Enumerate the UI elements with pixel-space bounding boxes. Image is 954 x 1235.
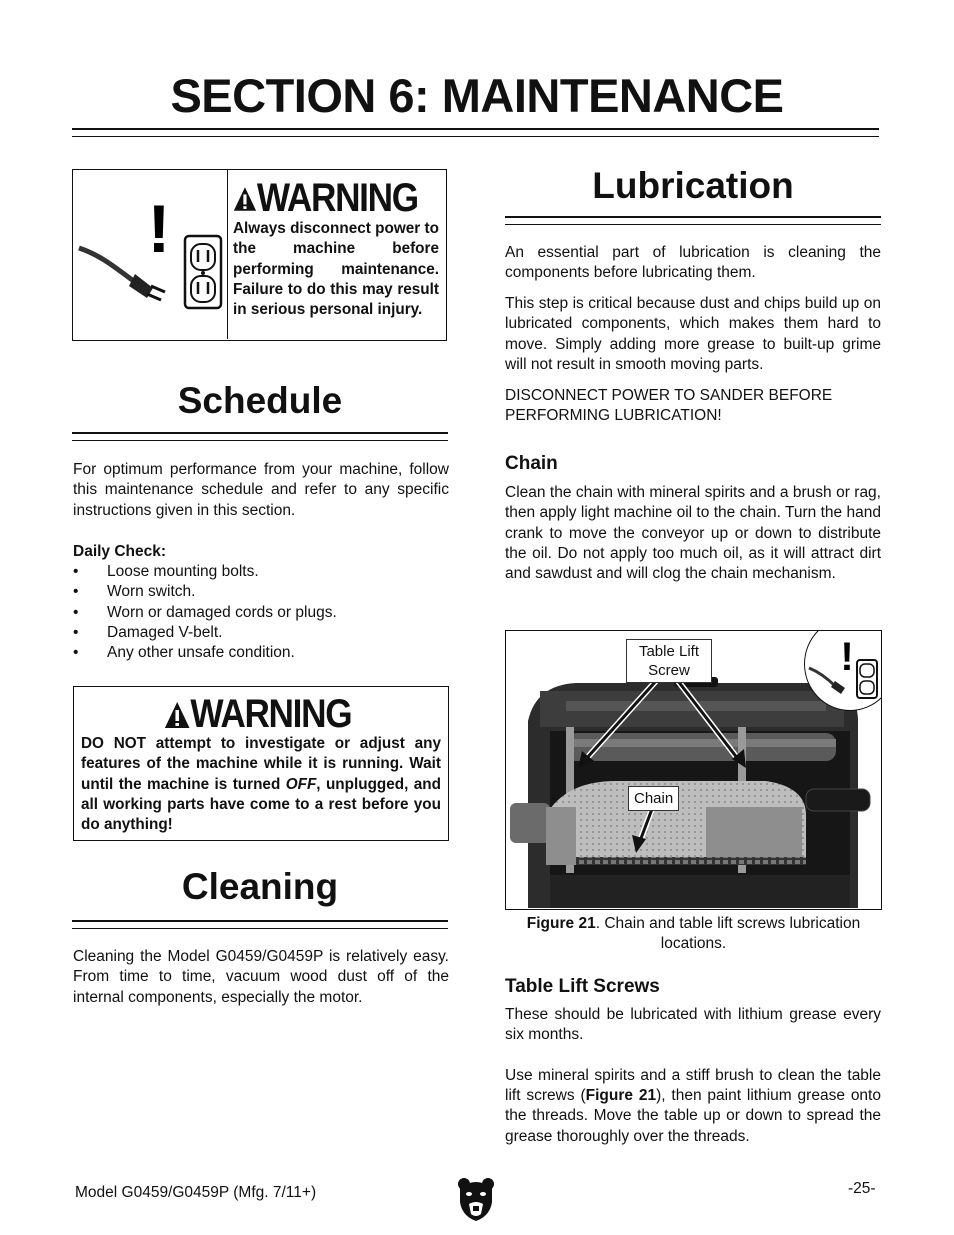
list-item: • Any other unsafe condition. bbox=[73, 643, 449, 663]
warning-text: DO NOT attempt to investigate or adjust any features of the machine while it is running. Wait until the machine is turned OFF, unplugged, and all working parts have come to a rest before you do anything! bbox=[81, 735, 441, 834]
plug-outlet-icon bbox=[73, 170, 227, 339]
footer-page-number: -25- bbox=[848, 1180, 876, 1197]
lubrication-p1: An essential part of lubrication is cleaning the components before lubricating them. bbox=[505, 244, 881, 282]
lubrication-heading: Lubrication bbox=[592, 165, 794, 206]
lubrication-p2: This step is critical because dust and chips build up on lubricated components, which makes them hard to move. Simply adding more grease to built-up grime will not result in smooth moving parts. bbox=[505, 295, 881, 373]
warning-box-running bbox=[73, 686, 449, 841]
table-lift-heading: Table Lift Screws bbox=[505, 976, 660, 997]
plug-outlet-icon bbox=[805, 630, 882, 710]
chain-heading: Chain bbox=[505, 453, 558, 474]
figure-caption: Figure 21. Chain and table lift screws lubrication locations. bbox=[526, 915, 861, 953]
warning-content bbox=[233, 176, 443, 320]
page-title: SECTION 6: MAINTENANCE bbox=[170, 69, 784, 122]
list-item: • Loose mounting bolts. bbox=[73, 562, 449, 582]
bear-logo bbox=[456, 1176, 496, 1222]
warning-triangle-icon bbox=[233, 184, 257, 214]
warning-triangle-icon bbox=[164, 700, 190, 730]
chain-text: Clean the chain with mineral spirits and a brush or rag, then apply light machine oil to the chain. Turn the hand crank to move the conveyor up or down to distribute the oil. Do not apply too much oil, as it will attract dirt and sawdust and will clog the chain mechanism. bbox=[505, 484, 881, 583]
bear-head-icon bbox=[456, 1176, 496, 1222]
list-item: • Damaged V-belt. bbox=[73, 623, 449, 643]
table-lift-p1: These should be lubricated with lithium grease every six months. bbox=[505, 1006, 881, 1044]
schedule-rule bbox=[72, 432, 448, 441]
lubrication-rule bbox=[505, 216, 881, 225]
schedule-intro: For optimum performance from your machine, follow this maintenance schedule and refer to any specific instructions given in this section. bbox=[73, 461, 449, 519]
lubrication-body bbox=[505, 243, 881, 437]
schedule-body bbox=[73, 460, 449, 664]
list-item: • Worn switch. bbox=[73, 582, 449, 602]
svg-text:!: ! bbox=[840, 635, 854, 679]
daily-check-label: Daily Check: bbox=[73, 542, 167, 560]
cleaning-rule bbox=[72, 920, 448, 929]
table-lift-body bbox=[505, 1005, 881, 1158]
list-item: • Worn or damaged cords or plugs. bbox=[73, 603, 449, 623]
callout-table-lift-screw: Table Lift Screw bbox=[626, 639, 712, 683]
svg-text:!: ! bbox=[147, 191, 171, 267]
warning-text: Always disconnect power to the machine before performing maintenance. Failure to do this may result in serious personal injury. bbox=[233, 220, 439, 319]
table-lift-p2: Use mineral spirits and a stiff brush to clean the table lift screws (Figure 21), then paint lithium grease onto the threads. Move the table up or down to spread the grease thoroughly over the threads. bbox=[505, 1066, 881, 1145]
warning-heading: WARNING bbox=[164, 692, 351, 737]
schedule-heading: Schedule bbox=[177, 380, 343, 421]
callout-chain: Chain bbox=[628, 786, 679, 811]
daily-check-list bbox=[73, 562, 449, 663]
footer-model: Model G0459/G0459P (Mfg. 7/11+) bbox=[75, 1184, 317, 1201]
warning-heading: WARNING bbox=[233, 176, 418, 221]
unplug-circle bbox=[804, 630, 882, 711]
title-rule bbox=[72, 128, 879, 137]
lubrication-p3: DISCONNECT POWER TO SANDER BEFORE PERFORMING LUBRICATION! bbox=[505, 386, 833, 425]
warning-box-disconnect bbox=[72, 169, 447, 341]
cleaning-text: Cleaning the Model G0459/G0459P is relatively easy. From time to time, vacuum wood dust off of the internal components, especially the motor. bbox=[73, 948, 449, 1006]
plug-outlet-image bbox=[73, 170, 228, 339]
cleaning-heading: Cleaning bbox=[181, 866, 339, 907]
